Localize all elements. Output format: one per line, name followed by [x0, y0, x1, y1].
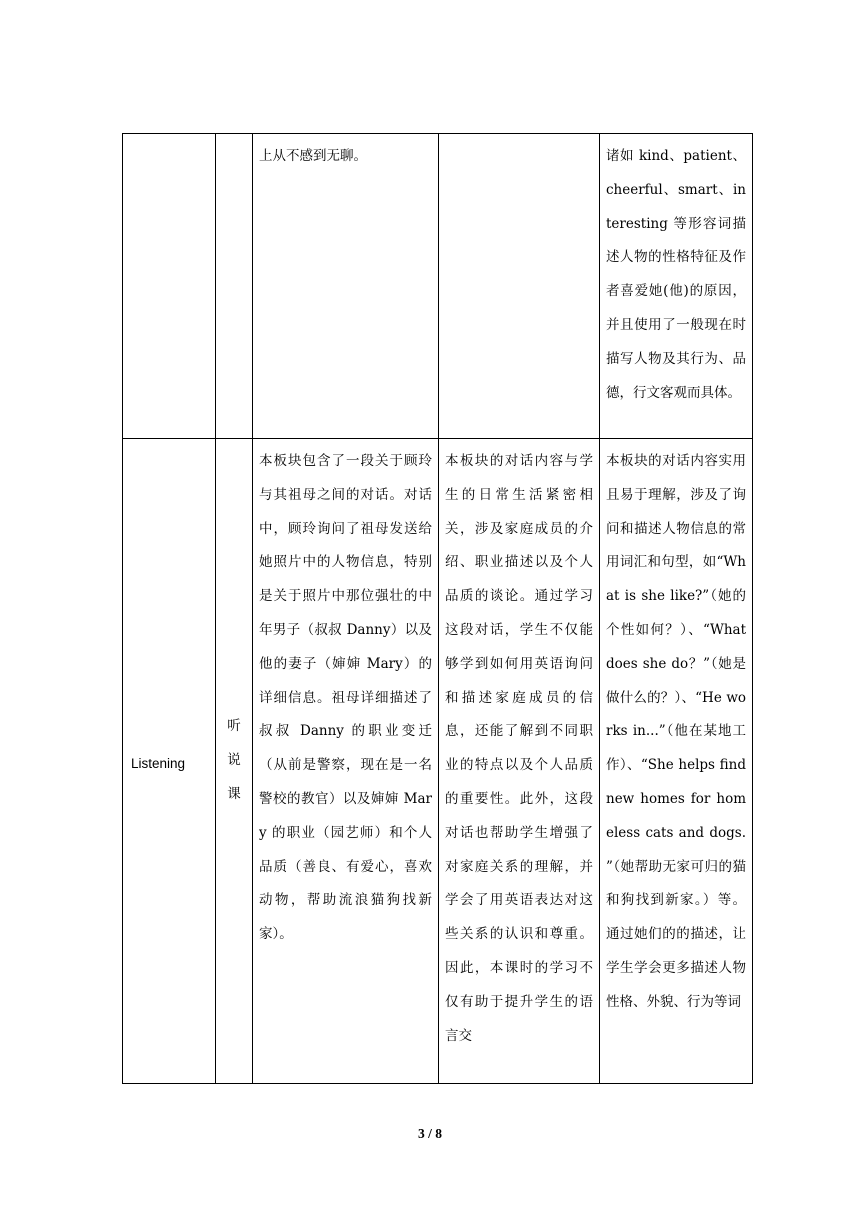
content-analysis-cell: 本板块的对话内容与学生的日常生活紧密相关，涉及家庭成员的介绍、职业描述以及个人品质的谈论。通过学习这段对话，学生不仅能够学到如何用英语询问和描述家庭成员的信息，还能了解到不同职业的特点以及个人品质的重要性。此外，这段对话也帮助学生增强了对家庭关系的理解，并学会了用英语表达对这些关系的认识和尊重。因此，本课时的学习不仅有助于提升学生的语言交	[439, 439, 600, 1084]
table-cell-r1c1	[123, 134, 216, 439]
content-summary-cell: 本板块包含了一段关于顾玲与其祖母之间的对话。对话中，顾玲询问了祖母发送给她照片中的人物信息，特别是关于照片中那位强壮的中年男子（叔叔 Danny）以及他的妻子（婶婶 Mary）的详细信息。祖母详细描述了叔叔 Danny 的职业变迁（从前是警察，现在是一名警校的教官）以及婶婶 Mary 的职业（园艺师）和个人品质（善良、有爱心，喜欢动物，帮助流浪猫狗找新家）。	[253, 439, 439, 1084]
page-number: 3 / 8	[417, 1126, 442, 1141]
table-cell-r1c3: 上从不感到无聊。	[253, 134, 439, 439]
table-row	[123, 439, 753, 1084]
lesson-type-char: 说	[227, 752, 241, 769]
table-cell-r1c2	[216, 134, 253, 439]
row-label-listening: Listening	[123, 439, 216, 1084]
lesson-type-cell	[216, 439, 253, 1084]
lesson-type-char: 听	[227, 718, 241, 735]
language-analysis-cell: 本板块的对话内容实用且易于理解，涉及了询问和描述人物信息的常用词汇和句型，如“What is she like?”（她的个性如何？）、“What does she do？”（她是做什么的？）、“He works in...”（他在某地工作）、“She helps find new homes for homeless cats and dogs. ”（她帮助无家可归的猫和狗找到新家。）等。通过她们的的描述，让学生学会更多描述人物性格、外貌、行为等词	[600, 439, 753, 1084]
document-table	[122, 133, 753, 1084]
lesson-type-char: 课	[227, 785, 241, 802]
table-row	[123, 134, 753, 439]
table-cell-r1c4	[439, 134, 600, 439]
table-cell-r1c5: 诸如 kind、patient、cheerful、smart、interesting 等形容词描述人物的性格特征及作者喜爱她(他)的原因，并且使用了一般现在时描写人物及其行为、品德，行文客观而具体。	[600, 134, 753, 439]
